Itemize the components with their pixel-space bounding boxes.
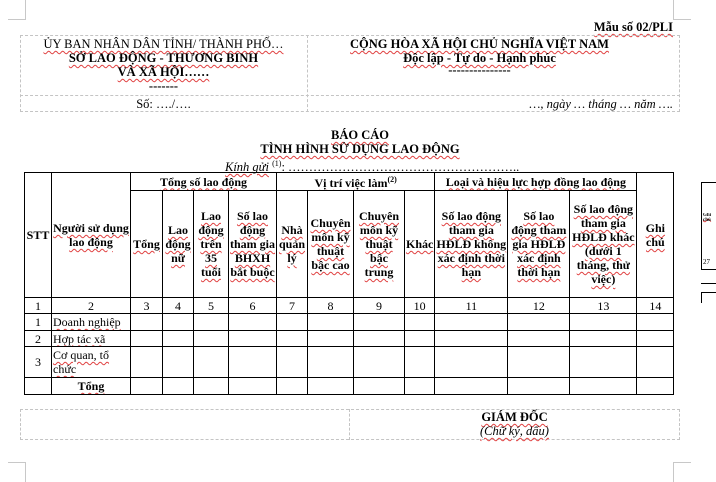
- authority-line: ỦY BAN NHÂN DÂN TỈNH/ THÀNH PHỐ…: [43, 37, 284, 51]
- row-name: Cơ quan, tổ chức: [52, 347, 131, 378]
- adjacent-page-number: 27: [703, 259, 710, 266]
- cell[interactable]: [570, 314, 637, 331]
- labor-usage-table: [24, 172, 674, 395]
- header-mid-skill: Chuyên môn kỹ thuật bậc trung: [354, 191, 405, 298]
- cell[interactable]: [277, 378, 308, 395]
- cell[interactable]: [277, 347, 308, 378]
- document-date: …, ngày … tháng … năm ….: [529, 97, 673, 111]
- cell[interactable]: [131, 331, 163, 347]
- header-group-contract: Loại và hiệu lực hợp đồng lao động: [435, 173, 637, 191]
- cell[interactable]: [229, 314, 277, 331]
- cell[interactable]: [194, 378, 229, 395]
- row-name: Hợp tác xã: [52, 331, 131, 347]
- table-row: [25, 314, 674, 331]
- header-total: Tổng: [131, 191, 163, 298]
- cell[interactable]: [637, 331, 674, 347]
- document-number: Số: …./….: [136, 97, 191, 111]
- signature-block: [349, 410, 680, 438]
- cell[interactable]: [163, 331, 194, 347]
- form-code: Mẫu số 02/PLI: [593, 20, 673, 34]
- cell[interactable]: [308, 378, 354, 395]
- cell[interactable]: [277, 331, 308, 347]
- header-high-skill: Chuyên môn kỹ thuật bậc cao: [308, 191, 354, 298]
- header-manager: Nhà quản lý: [277, 191, 308, 298]
- cell[interactable]: [308, 347, 354, 378]
- page-corner-mark-top-right: [673, 0, 691, 20]
- cell[interactable]: [508, 378, 570, 395]
- row-stt: 3: [25, 347, 52, 378]
- cell[interactable]: [354, 314, 405, 331]
- department-line-2: VÀ XÃ HỘI……: [117, 65, 210, 79]
- cell[interactable]: [194, 314, 229, 331]
- col-num: 1: [25, 298, 52, 314]
- recipient-line: Kính gửi $^{(1)}$: ………………………………………………..: [225, 159, 520, 175]
- header-note: Ghi chú: [637, 173, 674, 298]
- header-indefinite-contract: Số lao động tham gia HĐLĐ không xác định thời hạn: [435, 191, 508, 298]
- cell[interactable]: [637, 378, 674, 395]
- cell[interactable]: [435, 347, 508, 378]
- cell[interactable]: [308, 331, 354, 347]
- col-num: 3: [131, 298, 163, 314]
- cell[interactable]: [570, 331, 637, 347]
- cell[interactable]: [131, 347, 163, 378]
- cell[interactable]: [405, 378, 435, 395]
- adjacent-page-fragment: [701, 182, 716, 270]
- header-employer: Người sử dụng lao động: [52, 173, 131, 298]
- table-row: [25, 347, 674, 378]
- adjacent-page-line: [701, 283, 716, 284]
- header-social-insurance: Số lao động tham gia BHXH bắt buộc: [229, 191, 277, 298]
- right-header: [307, 37, 652, 75]
- adjacent-page-text: Ghi chú: [703, 213, 712, 223]
- col-num: 2: [52, 298, 131, 314]
- table-row: [25, 331, 674, 347]
- left-separator: -------: [148, 79, 179, 93]
- report-title: BÁO CÁO TÌNH HÌNH SỬ DỤNG LAO ĐỘNG: [260, 128, 460, 156]
- header-group-total: Tổng số lao động: [131, 173, 277, 191]
- signature-subtitle: (Chữ ký, dấu): [480, 424, 549, 438]
- cell[interactable]: [229, 347, 277, 378]
- left-header: [20, 37, 307, 93]
- cell[interactable]: [405, 314, 435, 331]
- cell[interactable]: [229, 378, 277, 395]
- row-name: Doanh nghiệp: [52, 314, 131, 331]
- cell[interactable]: [308, 314, 354, 331]
- cell[interactable]: [163, 314, 194, 331]
- total-row: [25, 378, 674, 395]
- cell[interactable]: [405, 347, 435, 378]
- header-female: Lao động nữ: [163, 191, 194, 298]
- cell[interactable]: [194, 331, 229, 347]
- col-num: 4: [163, 298, 194, 314]
- col-num: 7: [277, 298, 308, 314]
- right-separator: ---------------: [448, 63, 511, 77]
- total-label: Tổng: [52, 378, 131, 395]
- cell[interactable]: [163, 378, 194, 395]
- cell[interactable]: [570, 378, 637, 395]
- cell[interactable]: [435, 314, 508, 331]
- cell[interactable]: [194, 347, 229, 378]
- cell[interactable]: [354, 378, 405, 395]
- col-num: 12: [508, 298, 570, 314]
- col-num: 9: [354, 298, 405, 314]
- cell[interactable]: [435, 331, 508, 347]
- page-corner-mark-top-left: [8, 0, 26, 20]
- cell[interactable]: [508, 314, 570, 331]
- cell[interactable]: [435, 378, 508, 395]
- header-stt: STT: [25, 173, 52, 298]
- cell[interactable]: [354, 347, 405, 378]
- col-num: 13: [570, 298, 637, 314]
- department-line: SỞ LAO ĐỘNG - THƯƠNG BINH: [68, 51, 259, 65]
- page-corner-mark-bottom-left: [8, 462, 26, 482]
- col-num: 11: [435, 298, 508, 314]
- cell[interactable]: [637, 314, 674, 331]
- cell[interactable]: [637, 347, 674, 378]
- header-box-divider-horizontal: [20, 95, 680, 96]
- col-num: 10: [405, 298, 435, 314]
- header-other: Khác: [405, 191, 435, 298]
- row-stt: 2: [25, 331, 52, 347]
- cell[interactable]: [131, 378, 163, 395]
- column-number-row: [25, 298, 674, 314]
- cell[interactable]: [570, 347, 637, 378]
- col-num: 5: [194, 298, 229, 314]
- cell[interactable]: [131, 314, 163, 331]
- header-group-row: [25, 173, 674, 191]
- header-group-position: Vị trí việc làm$^{(2)}$: [277, 173, 435, 191]
- col-num: 8: [308, 298, 354, 314]
- cell[interactable]: [354, 331, 405, 347]
- adjacent-page-line: [701, 292, 716, 303]
- national-motto: Độc lập - Tự do - Hạnh phúc: [403, 51, 556, 65]
- cell[interactable]: [229, 331, 277, 347]
- signature-title: GIÁM ĐỐC: [481, 410, 548, 424]
- col-num: 6: [229, 298, 277, 314]
- header-over-35: Lao động trên 35 tuổi: [194, 191, 229, 298]
- header-other-contract: Số lao động tham gia HĐLĐ khác (dưới 1 tháng, thử việc): [570, 191, 637, 298]
- row-stt: [25, 378, 52, 395]
- header-definite-contract: Số lao động tham gia HĐLĐ xác định thời hạn: [508, 191, 570, 298]
- row-stt: 1: [25, 314, 52, 331]
- country-name: CỘNG HÒA XÃ HỘI CHỦ NGHĨA VIỆT NAM: [350, 37, 609, 51]
- cell[interactable]: [163, 347, 194, 378]
- page-corner-mark-bottom-right: [673, 462, 691, 482]
- cell[interactable]: [405, 331, 435, 347]
- cell[interactable]: [508, 347, 570, 378]
- cell[interactable]: [508, 331, 570, 347]
- col-num: 14: [637, 298, 674, 314]
- cell[interactable]: [277, 314, 308, 331]
